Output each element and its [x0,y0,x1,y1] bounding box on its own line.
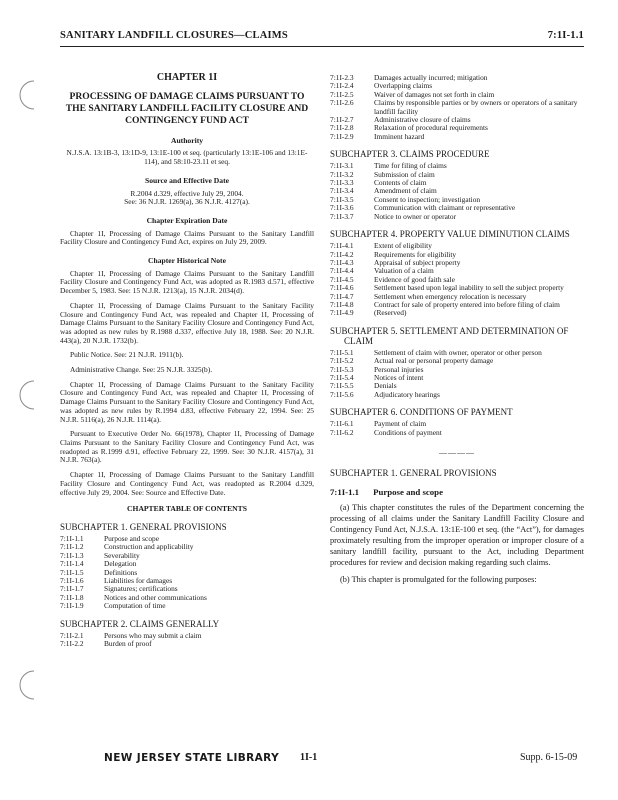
toc-row: 7:1I-5.3 Personal injuries [330,364,424,374]
toc-row: 7:1I-5.6 Adjudicatory hearings [330,389,440,399]
library-stamp: NEW JERSEY STATE LIBRARY [104,752,280,764]
binder-hole-icon [14,378,40,412]
toc-subchapter-5 [330,349,584,399]
toc-row: 7:1I-3.5 Consent to inspection; investigation [330,194,481,204]
toc-row: 7:1I-3.1 Time for filing of claims [330,161,447,171]
left-column [60,74,314,648]
toc-row: 7:1I-6.1 Payment of claim [330,419,427,429]
toc-row: 7:1I-2.8 Relaxation of procedural requirements [330,123,488,133]
subchapter-1-title: SUBCHAPTER 1. GENERAL PROVISIONS [60,521,227,532]
subchapter-4-title: SUBCHAPTER 4. PROPERTY VALUE DIMINUTION CLAIMS [330,229,570,240]
toc-row: 7:1I-2.7 Administrative closure of claims [330,115,471,125]
toc-row: 7:1I-2.2 Burden of proof [60,638,152,648]
toc-subchapter-6 [330,420,584,437]
toc-row: 7:1I-1.8 Notices and other communications [60,592,207,602]
toc-subchapter-2 [60,632,314,649]
section-heading [330,488,584,497]
toc-row: 7:1I-3.6 Communication with claimant or representative [330,203,516,213]
history-paragraph: Chapter 1I, Processing of Damage Claims Pursuant to the Sanitary Landfill Facility Closure and Contingency Fund Act, was adopted as R.1983 d.571, effective December 5, 1983. See: 15 N.J.R. 1213(a), 15 N.J.R. 2034(d). [60,268,314,296]
toc-row: 7:1I-2.5 Waiver of damages not set forth in claim [330,89,495,99]
toc-row: 7:1I-1.3 Severability [60,550,140,560]
expiration-text: Chapter 1I, Processing of Damage Claims Pursuant to the Sanitary Landfill Facility Closure and Contingency Fund Act, expires on July 29, 2009. [60,228,314,247]
toc-row: 7:1I-1.7 Signatures; certifications [60,584,178,594]
page-number: 1I-1 [300,752,318,763]
toc-row: 7:1I-1.6 Liabilities for damages [60,575,173,585]
source-heading: Source and Effective Date [144,175,229,185]
supplement-date: Supp. 6-15-09 [520,752,578,763]
running-header [60,28,584,47]
toc-row: 7:1I-2.9 Imminent hazard [330,131,425,141]
header-section-number: 7:1I-1.1 [547,30,584,41]
toc-row: 7:1I-5.1 Settlement of claim with owner, operator or other person [330,347,542,357]
toc-row: 7:1I-4.1 Extent of eligibility [330,241,432,251]
section-divider: ———— [439,448,475,457]
subchapter-5-title: SUBCHAPTER 5. SETTLEMENT AND DETERMINATION OF CLAIM [330,325,569,346]
toc-row: 7:1I-4.7 Settlement when emergency relocation is necessary [330,291,527,301]
source-line-2: See: 36 N.J.R. 1269(a), 36 N.J.R. 4127(a). [124,197,250,207]
toc-row: 7:1I-1.2 Construction and applicability [60,542,194,552]
paragraph-a: (a) This chapter constitutes the rules of the Department concerning the processing of all claims under the Sanitary Landfill Facility Closure and Contingency Fund Act, N.J.S.A. 13:1E-100 et seq. (the “Act”), for damages proximately resulting from the improper operation or improper closure of a sanitary landfill facility, pursuant to the Act, including Department procedures for review and decision making regarding such claims. [330,503,584,568]
toc-row: 7:1I-4.2 Requirements for eligibility [330,249,457,259]
subchapter-2-title: SUBCHAPTER 2. CLAIMS GENERALLY [60,618,220,629]
toc-row: 7:1I-4.4 Valuation of a claim [330,266,434,276]
toc-row: 7:1I-3.7 Notice to owner or operator [330,211,457,221]
paragraph-b: (b) This chapter is promulgated for the following purposes: [340,575,537,585]
chapter-number: CHAPTER 1I [156,72,218,83]
toc-subchapter-4 [330,242,584,318]
history-paragraph: Chapter 1I, Processing of Damage Claims Pursuant to the Sanitary Landfill Facility Closure and Contingency Fund Act, was readopted as R.2004 d.329, effective July 29, 2004. See: Source and Effective Date. [60,470,314,497]
toc-row: 7:1I-5.2 Actual real or personal property damage [330,356,494,366]
toc-row: 7:1I-5.5 Denials [330,381,397,391]
body-subchapter-title: SUBCHAPTER 1. GENERAL PROVISIONS [330,467,497,478]
toc-row: 7:1I-1.9 Computation of time [60,601,166,611]
header-title: SANITARY LANDFILL CLOSURES—CLAIMS [60,30,288,41]
toc-row: 7:1I-4.6 Settlement based upon legal inability to sell the subject property [330,283,564,293]
toc-row: 7:1I-3.3 Contents of claim [330,178,427,188]
authority-text: N.J.S.A. 13:1B-3, 13:1D-9, 13:1E-100 et seq. (particularly 13:1E-106 and 13:1E-114), and 58:10-23.11 et seq. [66,148,308,167]
toc-row: 7:1I-2.1 Persons who may submit a claim [60,630,202,640]
authority-heading: Authority [170,135,204,145]
toc-subchapter-2-continued [330,74,584,141]
history-paragraph: Pursuant to Executive Order No. 66(1978), Chapter 1I, Processing of Damage Claims Pursuant to the Sanitary Facility Closure and Contingency Fund Act, was readopted as R.1999 d.91, effective February 22, 1999. See: 30 N.J.R. 4157(a), 31 N.J.R. 763(a). [60,429,314,465]
toc-row: 7:1I-2.4 Overlapping claims [330,81,433,91]
toc-row: 7:1I-6.2 Conditions of payment [330,427,442,437]
binder-hole-icon [14,78,40,112]
toc-subchapter-1 [60,535,314,611]
toc-row: 7:1I-4.9 (Reserved) [330,308,407,318]
expiration-heading: Chapter Expiration Date [146,215,228,225]
subchapter-6-title: SUBCHAPTER 6. CONDITIONS OF PAYMENT [330,407,513,418]
toc-row: 7:1I-1.4 Delegation [60,559,137,569]
toc-row: 7:1I-5.4 Notices of intent [330,372,424,382]
toc-subchapter-3 [330,162,584,221]
toc-row: 7:1I-3.2 Submission of claim [330,169,435,179]
toc-row: 7:1I-4.8 Contract for sale of property entered into before filing of claim [330,299,560,309]
toc-row: 7:1I-1.1 Purpose and scope [60,533,160,543]
history-paragraph: Chapter 1I, Processing of Damage Claims Pursuant to the Sanitary Facility Closure and Contingency Fund Act, was repealed and Chapter 1I, Processing of Damage Claims Pursuant to the Sanitary Facility Closure and Contingency Fund Act, was adopted as new rules by R.1988 d.337, effective July 18, 1988. See: 20 N.J.R. 443(a), 20 N.J.R. 1732(b). [60,300,314,345]
toc-row: 7:1I-3.4 Amendment of claim [330,186,437,196]
toc-row: 7:1I-4.3 Appraisal of subject property [330,257,461,267]
section-title: Purpose and scope [373,486,443,497]
toc-row: 7:1I-4.5 Evidence of good faith sale [330,274,455,284]
toc-heading: CHAPTER TABLE OF CONTENTS [127,504,247,514]
subchapter-3-title: SUBCHAPTER 3. CLAIMS PROCEDURE [330,149,490,160]
toc-row: 7:1I-2.6 Claims by responsible parties or by owners or operators of a sanitary landfill facility [330,98,578,116]
section-number: 7:1I-1.1 [330,486,360,497]
right-column [330,74,584,591]
binder-hole-icon [14,668,40,702]
section-body [330,502,584,585]
toc-row: 7:1I-1.5 Definitions [60,567,138,577]
chapter-title: PROCESSING OF DAMAGE CLAIMS PURSUANT TO THE SANITARY LANDFILL FACILITY CLOSURE AND CONTINGENCY FUND ACT [65,90,309,126]
history-heading: Chapter Historical Note [148,256,226,266]
history-paragraph: Chapter 1I, Processing of Damage Claims Pursuant to the Sanitary Facility Closure and Contingency Fund Act, was repealed and Chapter 1I, Processing of Damage Claims Pursuant to the Sanitary Facility Closure and Contingency Fund Act, was adopted as new rules by R.1994 d.83, effective February 22, 1994. See: 25 N.J.R. 5116(a), 26 N.J.R. 1114(a). [60,379,314,424]
history-paragraph: Administrative Change. See: 25 N.J.R. 3325(b). [70,365,213,375]
toc-row: 7:1I-2.3 Damages actually incurred; mitigation [330,73,488,82]
history-paragraph: Public Notice. See: 21 N.J.R. 1911(b). [70,350,184,360]
source-line-1: R.2004 d.329, effective July 29, 2004. [130,188,244,198]
